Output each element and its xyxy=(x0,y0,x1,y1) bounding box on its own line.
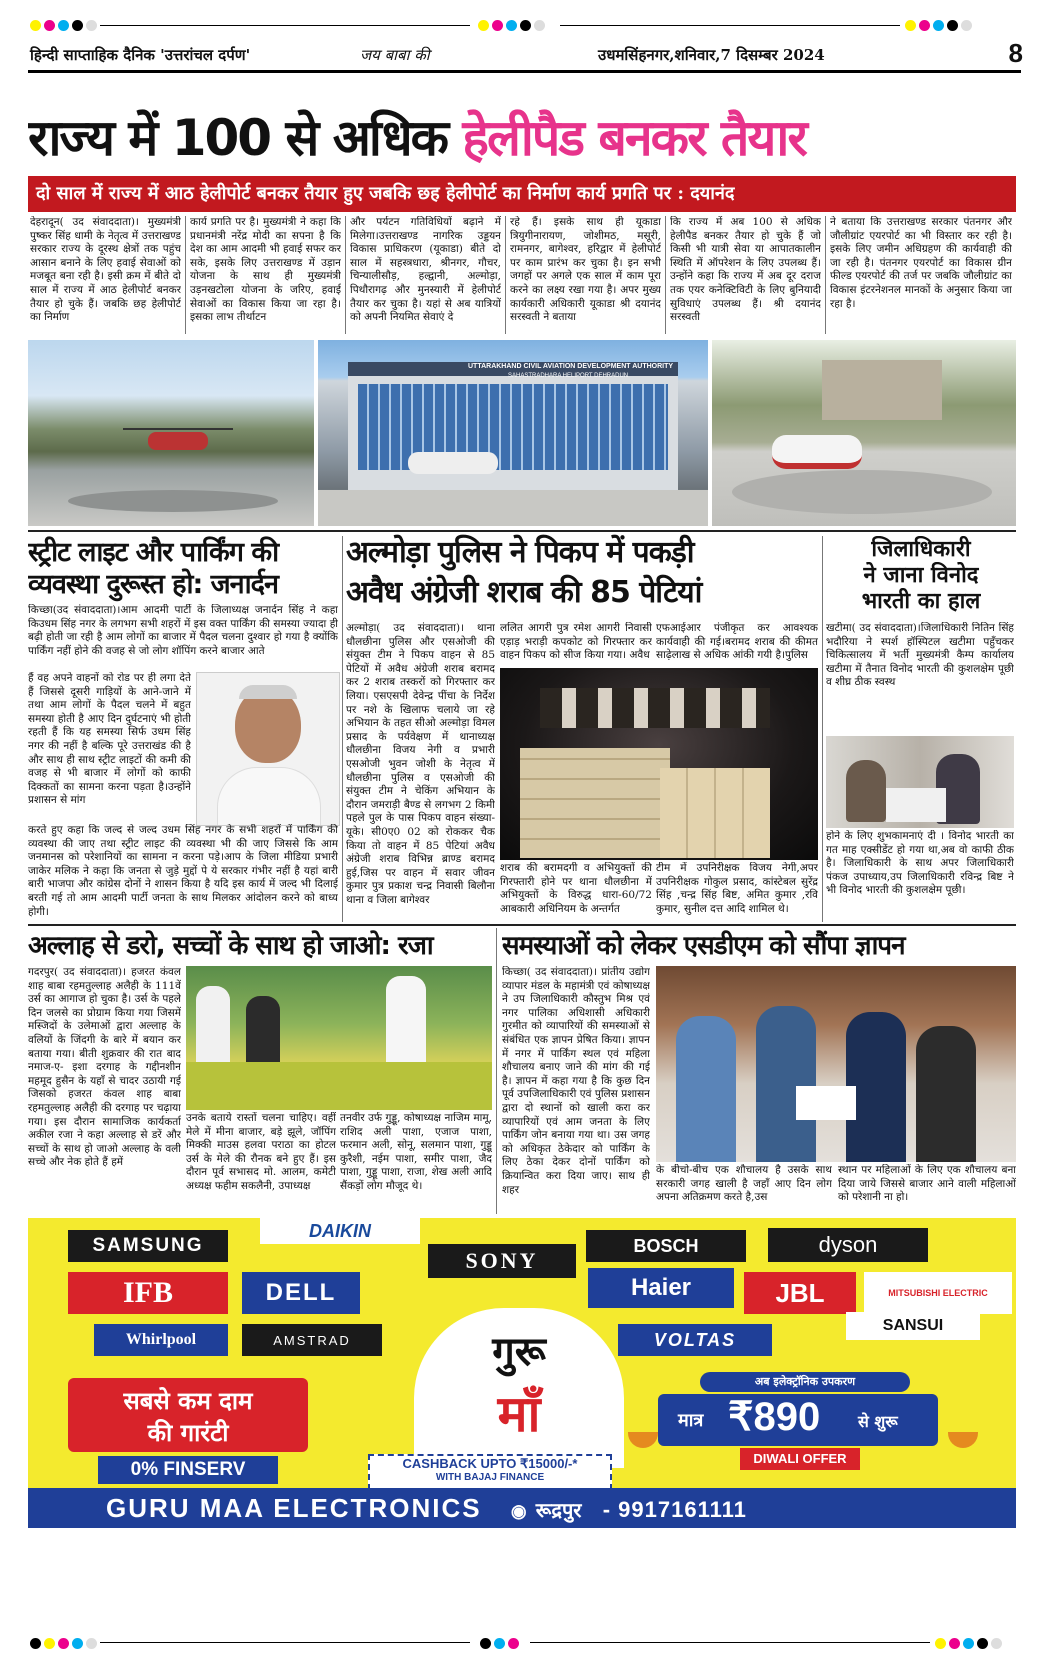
section-rule xyxy=(28,530,1016,532)
crop-line xyxy=(560,25,900,26)
headline-black: राज्य में 100 से अधिक xyxy=(28,109,447,167)
store-name: GURU MAA ELECTRONICS xyxy=(106,1493,482,1523)
story3-column-1: अल्मोड़ा( उद संवाददाता)। थाना धौलछीना पुलिस और एसओजी की संयुक्त टीम ने पिकप वाहन से 85 पेटियों में अवैध अंग्रेजी शराब बरामद कर 2 शराब तस्करों को गिरफ्तार कर लिया। एसएसपी देवेन्द्र पींचा के निर्देश पर नशे के खिलाफ चलाये जा रहे अभियान के तहत सीओ अल्मोड़ा विमल प्रसाद के पर्यवेक्षण में थानाध्यक्ष धौलछीना विजय नेगी व प्रभारी एसओजी भुवन जोशी के नेतृत्व में धौलछीना पुलिस व एसओजी की संयुक्त टीम ने चेकिंग अभियान के दौरान जमराड़ी बैण्ड से लगभग 2 किमी पहले पुल के पास पिकप वाहन संख्या- यूके। सी0ए0 02 को रोककर चैक किया तो वाहन में 85 पेटियां अवैध अंग्रेजी शराब विभिन्न ब्राण्ड बरामद हुई,जिस पर वाहन में सवार जीवन कुमार पुत्र प्रकाश चन्द्र निवासी बिलौना थाना व जिला बागेश्वर xyxy=(346,622,495,906)
headline-pink: हेलीपैड बनकर तैयार xyxy=(462,109,806,167)
masthead-title: हिन्दी साप्ताहिक दैनिक 'उत्तरांचल दर्पण' xyxy=(30,46,251,64)
story3-column-3b: टीम में उपनिरीक्षक विजय नेगी,अपर उपनिरीक्षक गोकुल प्रसाद, कांस्टेबल सुरेंद्र सिंह ,चन्द्र सिंह बिष्ट, अमित कुमार ,रवि कुमार, सुनील दत्त आदि शामिल थे। xyxy=(656,862,818,915)
helipad-building-photo xyxy=(712,340,1016,526)
page-number: 8 xyxy=(1008,38,1023,68)
brand-sansui: SANSUI xyxy=(846,1312,980,1340)
brand-ifb: IFB xyxy=(68,1272,228,1314)
store-footer xyxy=(28,1488,1016,1528)
story3-headline-line-1: अल्मोड़ा पुलिस ने पिकप में पकड़ी xyxy=(346,535,694,570)
crop-line xyxy=(100,25,470,26)
story1-column-4: रहे हैं। इसके साथ ही यूकाडा त्रियुगीनारायण, जोशीमठ, मसूरी, रामनगर, बागेश्वर, हरिद्वार में हेलीपोर्ट पर काम प्रारंभ कर चुका है। इन सभी जगहों पर अगले एक साल में काम पूरा करने का लक्ष्य रखा गया है। अपर मुख्य कार्यकारी अधिकारी यूकाडा श्री दयानंद सरस्वती ने बताया xyxy=(510,216,661,324)
guarantee-line-1: सबसे कम दाम xyxy=(123,1387,253,1415)
masthead-motto: जय बाबा की xyxy=(360,46,430,64)
registration-marks-bottom-left xyxy=(30,1636,97,1650)
story2-bottom-text: करते हुए कहा कि जल्द से जल्द उधम सिंह नगर के सभी शहरों में पार्किंग की व्यवस्था की जाए तथा स्ट्रीट लाइट की व्यवस्था भी की जाए जिससे कि आम जनमानस को परेशानियों का सामना न करना पड़े।आप के जिला मीडिया प्रभारी जाकेर मलिक ने कहा कि जनता से जुड़े मुद्दों पे ये सरकार गंभीर नहीं है यहां बारी बारी भाजपा और कांग्रेस दोनों ने शासन किया है यदि इस कार्य में जल्द भी दिलाई बरती गई तो आम आदमी पार्टी जनता के साथ मिलकर आंदोलन करने को बाध्य होगी। xyxy=(28,824,338,918)
headline-deck: दो साल में राज्य में आठ हेलीपोर्ट बनकर तैयार हुए जबकि छह हेलीपोर्ट का निर्माण कार्य प्रगति पर : दयानंद xyxy=(28,176,1016,212)
brand-sony: SONY xyxy=(428,1244,576,1278)
story2-headline-line-1: स्ट्रीट लाइट और पार्किंग की xyxy=(28,537,279,568)
story5-column-3: तनवीर उर्फ गुड्डू, कोषाध्यक्ष नाजिम मामू, राशिद अली पाशा, एजाज पाशा, फरमान अली, सोनू, सलमान पाशा, गुड्डू कुरैशी, नईम पाशा, समीर पाशा, जैद पाशा, गुड्डू पाशा, राजा, शेख अली आदि सैंकड़ों लोग मौजूद थे। xyxy=(340,1112,492,1192)
story6-column-1: किच्छा( उद संवाददाता)। प्रांतीय उद्योग व्यापार मंडल के महामंत्री एवं कोषाध्यक्ष ने उप जिलाधिकारी कौस्तुभ मिश्र एवं नगर पालिका अधिशासी अधिकारी गुरमीत को व्यापारियों की समस्याओं से संबंधित एक ज्ञापन प्रेषित किया। ज्ञापन में नगर में पार्किंग स्थल एवं महिला शौचालय बनाए जाने की मांग की गई है। ज्ञापन में कहा गया है कि कुछ दिन पूर्व उपजिलाधिकारी एवं पुलिस प्रशासन द्वारा दो स्थानों को खाली करा कर व्यापारियों एवं आम जनता के लिए पार्किंग जोन बनाया गया था। उस जगह को अधिकृत ठेकेदार को पार्किंग के लिए ठेका देकर दोनों पार्किंग को क्रियान्वित करा दिया जाए। साथ ही शहर xyxy=(502,966,650,1196)
column-rule xyxy=(345,216,346,334)
story5-headline: अल्लाह से डरो, सच्चों के साथ हो जाओ: रजा xyxy=(28,931,433,961)
column-rule xyxy=(185,216,186,334)
dateline: उधमसिंहनगर,शनिवार,7 दिसम्बर 2024 xyxy=(598,46,825,64)
uttarakhand-aviation-building-photo xyxy=(318,340,708,526)
column-rule xyxy=(665,216,666,334)
story1-column-6: ने बताया कि उत्तराखण्ड सरकार पंतनगर और जौलीग्रांट एयरपोर्ट का भी विस्तार कर रही है। इसके लिए जमीन अधिग्रहण की कार्यवाही की जा रही है। पंतनगर एयरपोर्ट का विकास ग्रीन फील्ड एयरपोर्ट की तर्ज पर जबकि जौलीग्रांट का विकास इंटरनेशनल मानकों के अनुसार किया जा रहा है। xyxy=(830,216,1012,310)
registration-marks-top-right xyxy=(905,18,972,32)
story3-column-3: एफआईआर पंजीकृत कर आवश्यक कार्यवाही की गई।बरामद शराब की कीमत साढ़ेलाख से अधिक आंकी गयी है।पुलिस xyxy=(656,622,818,662)
story5-column-2: उनके बताये रास्तों चलना चाहिए। वहीं मेले में मीना बाजार, बड़े झूले, जॉपिंग मिक्की माउस हलवा पराठा का होटल उर्स के मेले की रौनक बने हुए हैं। इस दौरान पूर्व सभासद मो. आलम, कमेटी अध्यक्ष फहीम सकलैनी, उपाध्यक्ष xyxy=(186,1112,336,1192)
story4-top-text: खटीमा( उद संवाददाता)।जिलाधिकारी नितिन सिंह भदौरिया ने स्पर्श हॉस्पिटल खटीमा पहुँचकर चिकित्सालय में भर्ती मुख्यमंत्री कैम्प कार्यालय खटीमा में तैनात विनोद भारती की कुशलक्षेम पूछी व शीघ्र ठीक स्वस्थ xyxy=(826,622,1014,689)
story1-column-2: कार्य प्रगति पर है। मुख्यमंत्री ने कहा कि प्रधानमंत्री नरेंद्र मोदी का सपना है कि देश का आम आदमी भी हवाई सफर कर सके, इसके लिए उत्तराखण्ड में उड़ान योजना के साथ ही मुख्यमंत्री उड़नखटोला योजना के जरिए, हवाई सेवाओं का विकास किया जा रहा है। इसका लाभ तीर्थाटन xyxy=(190,216,341,324)
main-headline xyxy=(28,104,1016,172)
story4-headline-line-1: जिलाधिकारी xyxy=(871,537,971,562)
brand-jbl: JBL xyxy=(744,1272,856,1314)
guru-maa-electronics-ad xyxy=(28,1218,1016,1528)
story1-column-3: और पर्यटन गतिविधियों बढ़ाने में मिलेगा।उत्तराखण्ड नागरिक उड्डयन विकास प्राधिकरण (यूकाडा) बीते दो साल में सहस्त्रधारा, श्रीनगर, गौचर, चिन्यालीसौड़, हल्द्वानी, अल्मोड़ा, पिथौरागढ़ और मुनस्यारी में हेलीपोर्ट तैयार कर चुका है। यहां से अब यात्रियों को अपनी नियमित सेवाएं दे xyxy=(350,216,501,324)
registration-marks-top-center xyxy=(478,18,545,32)
column-rule xyxy=(822,536,823,922)
brand-samsung: SAMSUNG xyxy=(68,1230,228,1262)
story4-headline-line-3: भारती का हाल xyxy=(861,589,981,614)
cashback-text: CASHBACK UPTO ₹15000/-* xyxy=(402,1456,578,1471)
story2-headline-line-2: व्यवस्था दुरूस्त हो: जनार्दन xyxy=(28,569,278,600)
brand-whirlpool: Whirlpool xyxy=(94,1324,228,1356)
column-rule xyxy=(505,216,506,334)
helipad-mountain-photo xyxy=(28,340,314,526)
story6-column-2: के बीचो-बीच एक शौचालय है उसके साथ सरकारी जगह खाली है जहाँ आए दिन लोग अपना अतिक्रमण करते है,उस xyxy=(656,1164,832,1204)
registration-marks-bottom-right xyxy=(935,1636,1002,1650)
crop-line xyxy=(100,1642,470,1643)
column-rule xyxy=(342,536,343,922)
diya-lamp-icon xyxy=(628,1432,658,1448)
janardan-portrait-photo xyxy=(196,672,340,826)
story3-headline-line-2: अवैध अंग्रेजी शराब की 85 पेटियां xyxy=(346,575,702,610)
bajaj-finserv-badge: 0% FINSERV xyxy=(98,1456,278,1484)
diwali-offer-badge: DIWALI OFFER xyxy=(740,1448,860,1470)
registration-marks-top-left xyxy=(30,18,97,32)
guru-maa-logo-bottom: माँ xyxy=(497,1385,541,1443)
seized-liquor-photo xyxy=(500,668,818,860)
store-phone: - 9917161111 xyxy=(602,1497,747,1522)
story6-headline: समस्याओं को लेकर एसडीएम को सौंपा ज्ञापन xyxy=(502,931,905,961)
location-pin-icon: ◉ xyxy=(510,1501,527,1521)
column-rule xyxy=(496,928,497,1214)
story1-column-1: देहरादून( उद संवाददाता)। मुख्यमंत्री पुष्कर सिंह धामी के नेतृत्व में उत्तराखण्ड सरकार राज्य के दूरस्थ क्षेत्रों तक पहुंच आसान बनाने के लिए हवाई सेवाओं को मजबूत बना रही है। इसी क्रम में बीते दो साल में राज्य में आठ हेलीपोर्ट बनकर तैयार हो चुके हैं। जबकि छह हेलीपोर्ट का निर्माण xyxy=(30,216,181,324)
guarantee-line-2: की गारंटी xyxy=(147,1419,229,1447)
story2-left-column: हैं वह अपने वाहनों को रोड पर ही लगा देते हैं जिससे दूसरी गाड़ियों के आने-जाने में तथा आम लोगों के पैदल चलने में बहुत समस्या होती है आए दिन दुर्घटनाएं भी होती रहती हैं कि यह समस्या सिर्फ उधम सिंह नगर की नहीं है बल्कि पूरे उत्तराखंड की है और साथ ही साथ स्ट्रीट लाइटों की कमी की वजह से भी बाजार में लोगों को काफी दिक्कतों का सामना करना पड़ता है।उन्होंने प्रशासन से मांग xyxy=(28,672,191,807)
hospital-visit-photo xyxy=(826,736,1014,828)
column-rule xyxy=(825,216,826,334)
price-prefix: मात्र xyxy=(678,1410,704,1431)
brand-haier: Haier xyxy=(588,1268,734,1308)
urs-chadar-photo xyxy=(186,966,492,1110)
price-suffix: से शुरू xyxy=(858,1412,898,1431)
story4-bottom-text: होने के लिए शुभकामनाएं दी । विनोद भारती का गत माह एक्सीडेंट हो गया था,अब वो काफी ठीक है। जिलाधिकारी के साथ अपर जिलाधिकारी पंकज उपाध्याय,उप जिलाधिकारी रविन्द्र बिष्ट ने भी विनोद भारती की कुशलक्षेम पूछी। xyxy=(826,830,1014,897)
cashback-sub: WITH BAJAJ FINANCE xyxy=(435,1472,545,1483)
brand-voltas: VOLTAS xyxy=(618,1324,772,1356)
section-rule xyxy=(28,924,1016,926)
brand-dyson: dyson xyxy=(768,1228,928,1262)
header-rule xyxy=(28,70,1021,73)
registration-marks-bottom-center xyxy=(480,1636,519,1650)
guru-maa-logo-top: गुरू xyxy=(492,1329,546,1375)
story3-column-2b: शराब की बरामदगी व अभियुक्तों की गिरफ्तारी होने पर थाना धौलछीना में अभियुक्तों के विरुद्ध धारा-60/72 आबकारी अधिनियम के अन्तर्गत xyxy=(500,862,652,915)
story5-column-1: गदरपुर( उद संवाददाता)। हजरत कंवल शाह बाबा रहमतुल्लाह अलैही के 111वें उर्स का आगाज हो चुका है। उर्स के पहले दिन जलसे का प्रोग्राम किया गया जिसमें मस्जिदों के उलेमाओं द्वारा अल्लाह के वलियों के जिंदगी के बारे में बयान कर बताया गया। बीती शुक्रवार की रात बाद नमाज-ए- इशा दरगाह के गद्दीनशीन महमूद हुसैन के यहाँ से चादर उठायी गई जिसको हजरत कंवल शाह बाबा रहमतुल्लाह अलैही की दरगाह पर चढ़ाया गया। इस दौरान सामाजिक कार्यकर्ता अकील रजा ने कहा अल्लाह से डरें और सच्चों के साथ हो जाओ अल्लाह के वली सच्चे और नेक होते हैं हमें xyxy=(28,966,181,1169)
building-sign: UTTARAKHAND CIVIL AVIATION DEVELOPMENT AUTHORITY xyxy=(468,363,674,370)
story4-headline-line-2: ने जाना विनोद xyxy=(863,563,979,588)
brand-bosch: BOSCH xyxy=(586,1230,746,1262)
brand-amstrad: AMSTRAD xyxy=(242,1324,382,1356)
brand-dell: DELL xyxy=(242,1272,360,1314)
story6-column-3: स्थान पर महिलाओं के लिए एक शौचालय बना दिया जाये जिससे बाजार आने वाली महिलाओं को परेशानी ना हो। xyxy=(838,1164,1016,1204)
brand-daikin: DAIKIN xyxy=(260,1218,420,1244)
story3-column-2: ललित आगरी पुत्र रमेश आगरी निवासी एड़ाड़ भराड़ी कपकोट को गिरफ्तार कर वाहन पिकप को सीज किया गया। अवैध xyxy=(500,622,652,662)
building-sign-2: SAHASTRADHARA HELIPORT DEHRADUN xyxy=(508,373,629,379)
electronics-line: अब इलेक्ट्रॉनिक उपकरण xyxy=(700,1372,910,1392)
price-value: ₹890 xyxy=(728,1395,821,1439)
crop-line xyxy=(530,1642,930,1643)
memorandum-submission-photo xyxy=(656,966,1016,1162)
brand-mitsubishi: MITSUBISHI ELECTRIC xyxy=(864,1272,1012,1314)
diya-lamp-icon xyxy=(948,1432,978,1448)
store-city: रूद्रपुर xyxy=(535,1498,582,1522)
story1-column-5: कि राज्य में अब 100 से अधिक हेलीपैड बनकर तैयार हो चुके हैं जो किसी भी यात्री सेवा या आपातकालीन स्थिति में ऑपरेशन के लिए उपलब्ध हैं। उन्होंने कहा कि राज्य में अब दूर दराज तक एयर कनेक्टिविटी के लिए बुनियादी सुविधाएं उपलब्ध हैं। श्री दयानंद सरस्वती xyxy=(670,216,821,324)
story2-lead: किच्छा(उद संवाददाता)।आम आदमी पार्टी के जिलाध्यक्ष जनार्दन सिंह ने कहा किउधम सिंह नगर के लगभग सभी शहरों में इस वक्त पार्किंग की समस्या ज्यादा ही बढ़ी होती जा रही है आम लोगों का बाजार में पैदल चलना दुश्वार हो गया है क्योंकि पार्किंग नहीं होने की वजह से जो लोग शॉपिंग करने बाजार आते xyxy=(28,604,338,657)
